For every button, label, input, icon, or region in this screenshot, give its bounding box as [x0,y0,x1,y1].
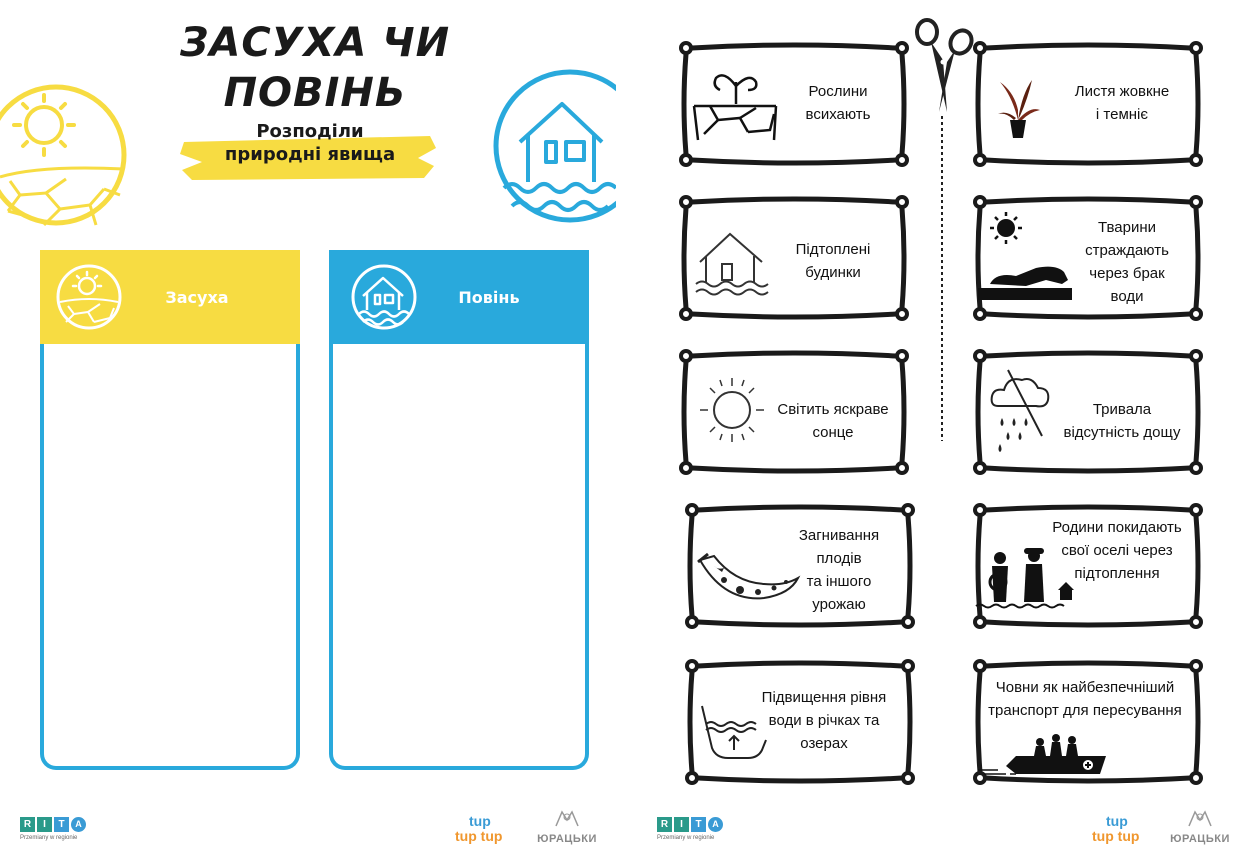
drought-drop-zone[interactable] [40,344,300,770]
sorting-card[interactable] [972,658,1204,786]
card-text-line: Тривала [1092,401,1152,418]
flood-drop-zone[interactable] [329,344,589,770]
rita-letter-r: R [20,817,35,832]
rita-letter-t: T [691,817,706,832]
card-text-line: урожаю [812,596,866,613]
card-text-line: свої оселі через [1061,542,1173,559]
card-text-line: відсутність дощу [1063,424,1181,441]
drought-circle-icon [0,65,130,245]
card-text-line: сонце [812,424,854,441]
card-text [778,238,888,284]
card-text [1042,516,1192,585]
rita-letter-a: A [71,817,86,832]
card-text-line: всихають [805,106,871,123]
card-text-line: Загнивання [798,527,880,544]
sorting-card[interactable] [972,40,1204,168]
card-text-line: страждають [1085,242,1169,259]
drought-column-label: Засуха [165,287,229,307]
card-text-line: будинки [805,264,861,281]
card-text-line: Листя жовкне [1074,83,1170,100]
juracki-emblem-icon [552,808,582,828]
card-text-line: Тварини [1097,219,1157,236]
card-text-line: і темніє [1095,106,1149,123]
rita-letter-t: T [54,817,69,832]
card-text-line: та іншого [806,573,872,590]
card-text [774,524,904,616]
card-text [978,676,1192,722]
flood-column-label: Повінь [458,287,520,307]
card-text-line: Підвищення рівня [761,689,887,706]
card-text-line: через брак [1089,265,1165,282]
card-text-line: Човни як найбезпечніший [995,679,1175,696]
suffering-animal-icon [976,208,1076,308]
sorting-card[interactable] [972,348,1204,476]
card-text-line: підтоплення [1074,565,1160,582]
juracki-emblem-icon [1185,808,1215,828]
card-text [1052,398,1192,444]
sorting-card[interactable] [678,348,910,476]
sorting-card[interactable] [972,194,1204,322]
card-text-line: Підтоплені [795,241,871,258]
card-text-line: Родини покидають [1052,519,1182,536]
sorting-card[interactable] [678,194,910,322]
card-text [744,686,904,755]
card-text [1052,80,1192,126]
rita-logo-2 [657,817,723,841]
card-text-line: Світить яскраве [777,401,889,418]
card-text-line: транспорт для пересування [988,702,1182,719]
flood-badge-icon [349,262,419,332]
page-title: ЗАСУХА ЧИ ПОВІНЬ [179,20,451,116]
rita-letter-i: I [37,817,52,832]
drought-column-header [40,250,300,344]
rita-letter-r: R [657,817,672,832]
flood-column-header [329,250,589,344]
sorting-card[interactable] [972,502,1204,630]
drought-badge-icon [54,262,124,332]
sorting-card[interactable] [684,502,916,630]
card-text [788,80,888,126]
card-text-line: води в річках та [768,712,880,729]
sorting-card[interactable] [678,40,910,168]
rita-letter-i: I [674,817,689,832]
card-text [768,398,898,444]
rita-logo [20,817,86,841]
sun-icon [698,370,768,450]
scissors-icon [913,18,975,118]
card-text [1062,216,1192,308]
rescue-boat-icon [976,730,1116,780]
card-text-line: озерах [800,735,848,752]
rita-letter-a: A [708,817,723,832]
card-text-line: Рослини [808,83,868,100]
tup-tup-logo-2: tup tup tup [1092,813,1140,844]
card-text-line: води [1110,288,1144,305]
sorting-card[interactable] [684,658,916,786]
cut-line [938,116,946,441]
no-rain-icon [986,366,1056,456]
juracki-logo-2: ЮРАЦЬКИ [1170,808,1230,845]
rita-tagline: Przemiany w regionie [20,835,78,841]
flooded-house-icon [692,222,772,302]
page-subtitle: Розподіли природні явища [224,121,396,165]
tup-tup-logo: tup tup tup [455,813,503,844]
rita-tagline: Przemiany w regionie [657,835,715,841]
dying-plant-icon [988,66,1048,146]
juracki-logo: ЮРАЦЬКИ [537,808,597,845]
flood-circle-icon [490,68,616,228]
card-text-line: плодів [816,550,862,567]
wilting-plant-icon [690,64,780,144]
